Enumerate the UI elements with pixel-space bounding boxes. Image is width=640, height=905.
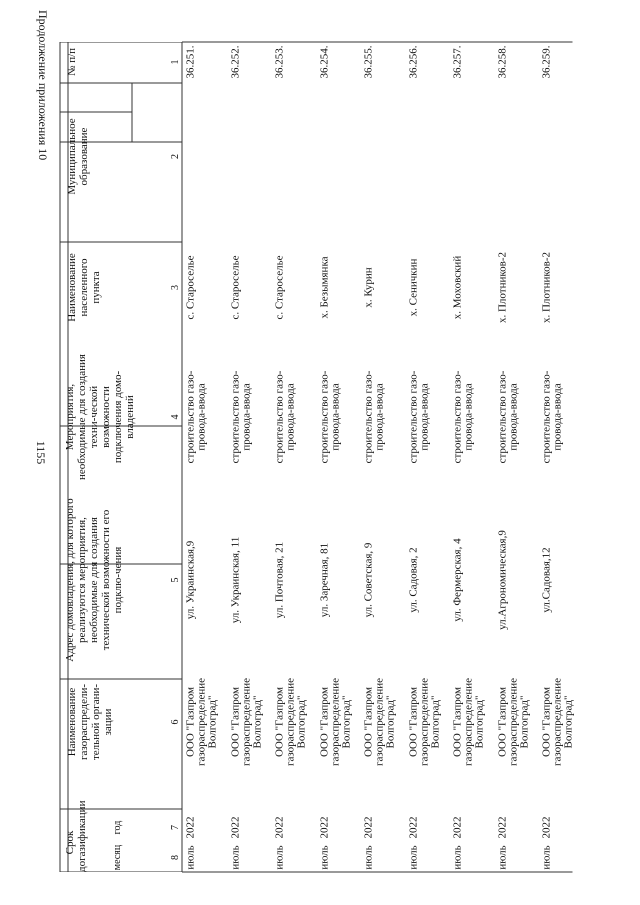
month: июль: [185, 845, 197, 870]
gas-org: ООО "Газпром газораспределение Волгоград": [496, 677, 531, 767]
settlement: х. Сеничкин: [407, 258, 420, 317]
col-number-4: 4: [170, 414, 181, 420]
settlement: х. Безымянка: [318, 256, 331, 319]
col-number-7: 7: [170, 825, 181, 830]
row-number: 36.253.: [274, 45, 286, 79]
row-number: 36.256.: [407, 45, 420, 79]
measure: строительство газо-провода-ввода: [318, 370, 342, 464]
address: ул.Агрономическая,9: [496, 530, 509, 630]
month: июль: [407, 845, 420, 870]
year: 2022: [363, 816, 375, 839]
year: 2022: [229, 816, 242, 839]
year: 2022: [541, 816, 553, 839]
gas-org: ООО "Газпром газораспределение Волгоград": [185, 677, 219, 767]
page-number: 1155: [34, 440, 48, 465]
header-c1: № п/п: [66, 47, 78, 77]
year: 2022: [452, 816, 464, 839]
address: ул. Садовая, 2: [407, 547, 420, 613]
measure: строительство газо-провода-ввода: [274, 370, 297, 464]
measure: строительство газо-провода-ввода: [407, 370, 431, 464]
body-grid: [50, 0, 640, 905]
gas-org: ООО "Газпром газораспределение Волгоград": [363, 677, 397, 767]
settlement: х. Плотников-2: [496, 252, 509, 324]
settlement: с. Староселье: [185, 255, 197, 320]
row-number: 36.254.: [318, 45, 331, 79]
col-number-1: 1: [170, 59, 181, 65]
col-number-6: 6: [170, 719, 181, 725]
year: 2022: [318, 816, 331, 839]
address: ул. Почтовая, 21: [274, 541, 286, 619]
month: июль: [496, 845, 509, 870]
header-c7: год: [112, 820, 123, 835]
header-c78: Срок догазификации: [64, 800, 88, 872]
header-c2: Муниципальное образование: [66, 118, 90, 195]
continuation-note: Продолжение приложения 10: [36, 10, 50, 161]
settlement: х. Плотников-2: [541, 252, 553, 324]
row-number: 36.252.: [229, 45, 242, 79]
header-c8: месяц: [112, 844, 123, 871]
year: 2022: [274, 816, 286, 839]
row-number: 36.259.: [541, 45, 553, 79]
measure: строительство газо-провода-ввода: [185, 370, 208, 464]
header-c6: Наименование газораспредели-тельной органи-зации: [66, 683, 114, 761]
address: ул. Украинская,9: [185, 540, 197, 620]
row-number: 36.255.: [363, 45, 375, 79]
gas-org: ООО "Газпром газораспределение Волгоград": [452, 677, 486, 767]
month: июль: [229, 845, 242, 870]
month: июль: [274, 845, 286, 870]
header-c5: Адрес домовладения, для которого реализуются мероприятия, необходимые для создания технической возможности его подклю-чения: [64, 498, 124, 662]
col-number-2: 2: [170, 154, 181, 159]
col-number-5: 5: [170, 577, 181, 583]
address: ул. Украинская, 11: [229, 536, 242, 624]
col-number-8: 8: [170, 855, 181, 860]
settlement: с. Староселье: [274, 255, 286, 320]
settlement: с. Староселье: [229, 255, 242, 320]
header-c3: Наименование населенного пункта: [66, 253, 102, 322]
month: июль: [452, 845, 464, 870]
year: 2022: [496, 816, 509, 839]
address: ул. Советская, 9: [363, 542, 375, 618]
measure: строительство газо-провода-ввода: [363, 370, 386, 464]
col-number-3: 3: [170, 285, 181, 290]
row-number: 36.258.: [496, 45, 509, 79]
gas-org: ООО "Газпром газораспределение Волгоград": [318, 677, 353, 767]
header-c4: Мероприятия, необходимые для создания техни-ческой возможности подключения домо-владений: [64, 354, 136, 480]
gas-org: ООО "Газпром газораспределение Волгоград": [274, 677, 308, 767]
year: 2022: [185, 816, 197, 839]
month: июль: [318, 845, 331, 870]
settlement: х. Курин: [363, 267, 375, 308]
address: ул.Садовая,12: [541, 547, 553, 613]
gas-org: ООО "Газпром газораспределение Волгоград": [229, 677, 264, 767]
address: ул. Фермерская, 4: [452, 538, 464, 622]
measure: строительство газо-провода-ввода: [496, 370, 520, 464]
row-number: 36.251.: [185, 45, 197, 79]
gas-org: ООО "Газпром газораспределение Волгоград": [407, 677, 442, 767]
month: июль: [541, 845, 553, 870]
address: ул. Заречная, 81: [318, 542, 331, 618]
measure: строительство газо-провода-ввода: [452, 370, 475, 464]
month: июль: [363, 845, 375, 870]
gas-org: ООО "Газпром газораспределение Волгоград": [541, 677, 575, 767]
row-number: 36.257.: [452, 45, 464, 79]
year: 2022: [407, 816, 420, 839]
measure: строительство газо-провода-ввода: [229, 370, 253, 464]
measure: строительство газо-провода-ввода: [541, 370, 564, 464]
settlement: х. Моховский: [452, 255, 464, 320]
